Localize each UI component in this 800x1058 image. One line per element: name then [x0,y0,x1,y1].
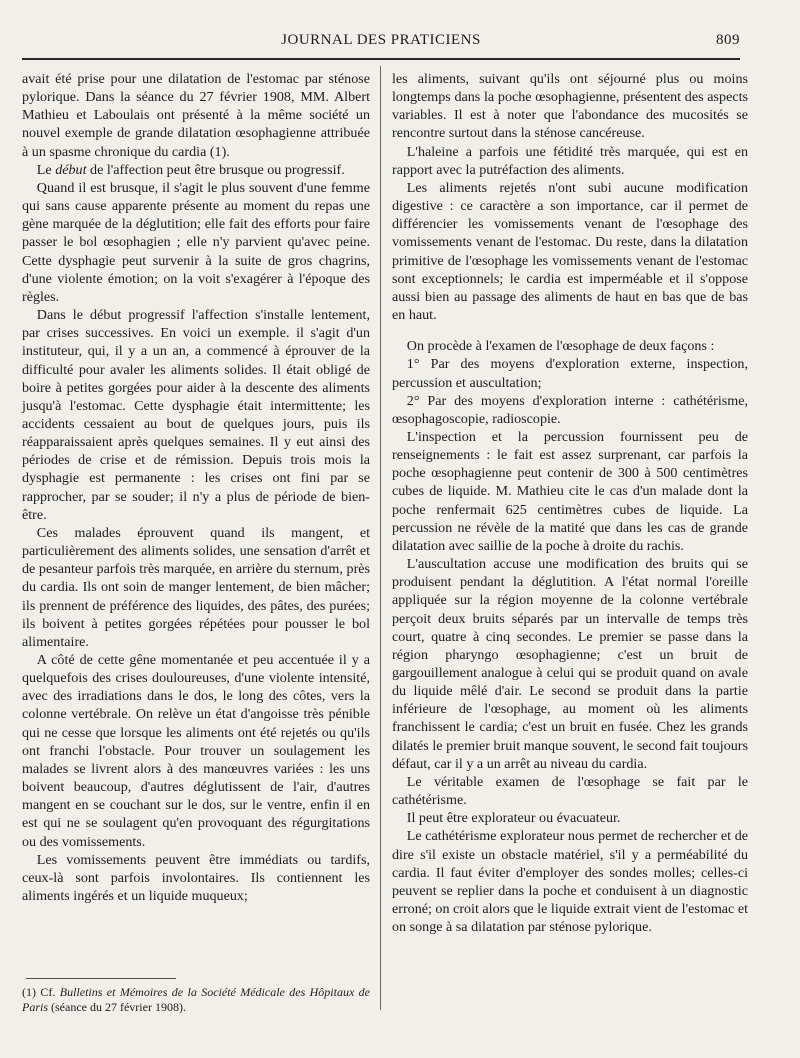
paragraph: Il peut être explorateur ou évacuateur. [406,810,621,827]
page-number: 809 [716,32,740,48]
paragraph: Les vomissements peuvent être immédiats ou tardifs, ceux-là sont parfois involontaires. Ils contiennent les aliments ingérés et un liquide muqueux; [22,851,370,905]
paragraph: A côté de cette gêne momentanée et peu accentuée il y a quelquefois des crises douloureuses, d'une violente intensité, avec des irradiations dans le dos, le long des côtes, vers la colonne vertébrale. On relève un état d'angoisse très pénible qui ne cesse que lorsque les aliments ont été rejetés ou qu'ils ont franchi l'obstacle. Pour trouver un soulagement les malades se livrent alors à des manœuvres variées : les uns boivent beaucoup, d'autres déglutissent de l'air, d'autres mangent en se couchant sur le dos, sur le ventre, enfin il en est qui ne se soulagent qu'en provoquant des régurgitations ou des vomissements. [22,652,370,850]
paragraph: L'inspection et la percussion fournissent peu de renseignements : le fait est assez surprenant, car parfois la poche œsophagienne peut contenir de 300 à 500 centimètres cubes de liquide. M. Mathieu cite le cas d'un malade dont la poche renfermait 625 centimètres cubes de liquide. La percussion ne révèle de la matité que dans les cas de grande dilatation avec saillie de la poche à droite du rachis. [392,428,748,554]
debut-italic: début [55,161,87,178]
paragraph: Les aliments rejetés n'ont subi aucune modification digestive : ce caractère a son importance, car il permet de différencier les vomissements venant de l'œsophage des vomissements venant de l'estomac. Du reste, dans la dilatation primitive de l'œsophage les vomissements venant de l'estomac sont exceptionnels; le cardia est imperméable et il s'oppose aussi bien au passage des aliments de haut en bas que de bas en haut. [392,179,748,324]
paragraph: Dans le début progressif l'affection s'installe lentement, par crises successives. En voici un exemple. il s'agit d'un instituteur, qui, il y a un an, a commencé à éprouver de la difficulté pour avaler les aliments solides. Il était obligé de boire à petites gorgées pour aider à la descente des aliments jusqu'à l'estomac. Cette dysphagie était intermittente; les accidents cessaient au bout de quelques jours, puis ils réapparaissaient après quelques semaines. Il y eut ainsi des périodes de crise et de rémission. Depuis trois mois la dysphagie est permanente : les crises ont fini par se rapprocher, par se souder; il n'y a plus de période de bien-être. [22,307,370,523]
running-header [22,30,740,54]
footnote-tail: (séance du 27 février 1908). [48,1000,186,1014]
paragraph: On procède à l'examen de l'œsophage de deux façons : [406,338,715,355]
footnote-rule [26,978,176,979]
debut-suffix: de l'affection peut être brusque ou progressif. [86,161,345,178]
journal-title: JOURNAL DES PRATICIENS [281,32,481,48]
paragraph: L'haleine a parfois une fétidité très marquée, qui est en rapport avec la putréfaction des aliments. [392,143,748,178]
footnote-source: Bulletins et Mémoires de la Société Médicale des Hôpitaux de Paris [22,985,371,1014]
column-divider [380,66,381,1010]
paragraph: Ces malades éprouvent quand ils mangent, et particulièrement des aliments solides, une sensation d'arrêt et de pesanteur parfois très marquée, en arrière du sternum, près du cardia. Ils ont soin de manger lentement, de bien mâcher; ils prennent de préférence des liquides, des pâtes, des purées; ils boivent à petites gorgées répétées pour pousser le bol alimentaire. [22,524,370,650]
left-column [22,70,370,905]
footnote-marker: (1) Cf. [22,985,60,999]
header-rule [22,58,740,60]
paragraph: Le véritable examen de l'œsophage se fait par le cathétérisme. [392,773,748,809]
paragraph: L'auscultation accuse une modification des bruits qui se produisent pendant la déglutition. A l'état normal l'oreille appliquée sur la région moyenne de la colonne vertébrale perçoit deux bruits séparés par un intervalle de temps très court, quatre à cinq secondes. Le premier se passe dans la région pharyngo œsophagienne; c'est un bruit de gargouillement analogue à celui qui se produit quand on avale du liquide mêlé d'air. Le second se produit dans la partie inférieure de l'œsophage, au moment où les aliments franchissent le cardia; c'est un bruit en fusée. Chez les grands dilatés le premier bruit manque souvent, le second fait toujours défaut, car il y a un arrêt au niveau du cardia. [392,556,748,772]
debut-prefix: Le [36,161,56,178]
paragraph: Quand il est brusque, il s'agit le plus souvent d'une femme qui sans cause apparente présente au moment du repas une gène marquée de la déglutition; elle fait des efforts pour faire passer le bol œsophagien ; elle n'y parvient qu'avec peine. Cette dysphagie peut survenir à la suite de gros chagrins, d'une violente émotion; on la voit s'exagérer à l'époque des règles. [22,179,370,305]
list-item: 1° Par des moyens d'exploration externe, inspection, percussion et auscultation; [392,356,748,391]
paragraph: avait été prise pour une dilatation de l'estomac par sténose pylorique. Dans la séance du 27 février 1908, MM. Albert Mathieu et Laboulais ont présenté à la même société un nouvel exemple de grande dilatation œsophagienne attribuée à un spasme chronique du cardia (1). [22,71,370,160]
paragraph: Le cathétérisme explorateur nous permet de rechercher et de dire s'il existe un obstacle matériel, s'il y a perméabilité du cardia. Il faut éviter d'employer des sondes molles; celles-ci peuvent se replier dans la poche et conduisent à un diagnostic erroné; on croit alors que le liquide extrait vient de l'estomac et on songe à sa dilatation par sténose pylorique. [392,828,748,936]
paragraph-debut [22,161,370,179]
paragraph: les aliments, suivant qu'ils ont séjourné plus ou moins longtemps dans la poche œsophagienne, présentent des aspects variables. Il est à noter que l'abondance des mucosités se rencontre surtout dans la sténose cancéreuse. [392,71,748,142]
list-item: 2° Par des moyens d'exploration interne : cathétérisme, œsophagoscopie, radioscopie. [392,392,748,427]
footnote [22,985,370,1015]
right-column [392,70,748,936]
